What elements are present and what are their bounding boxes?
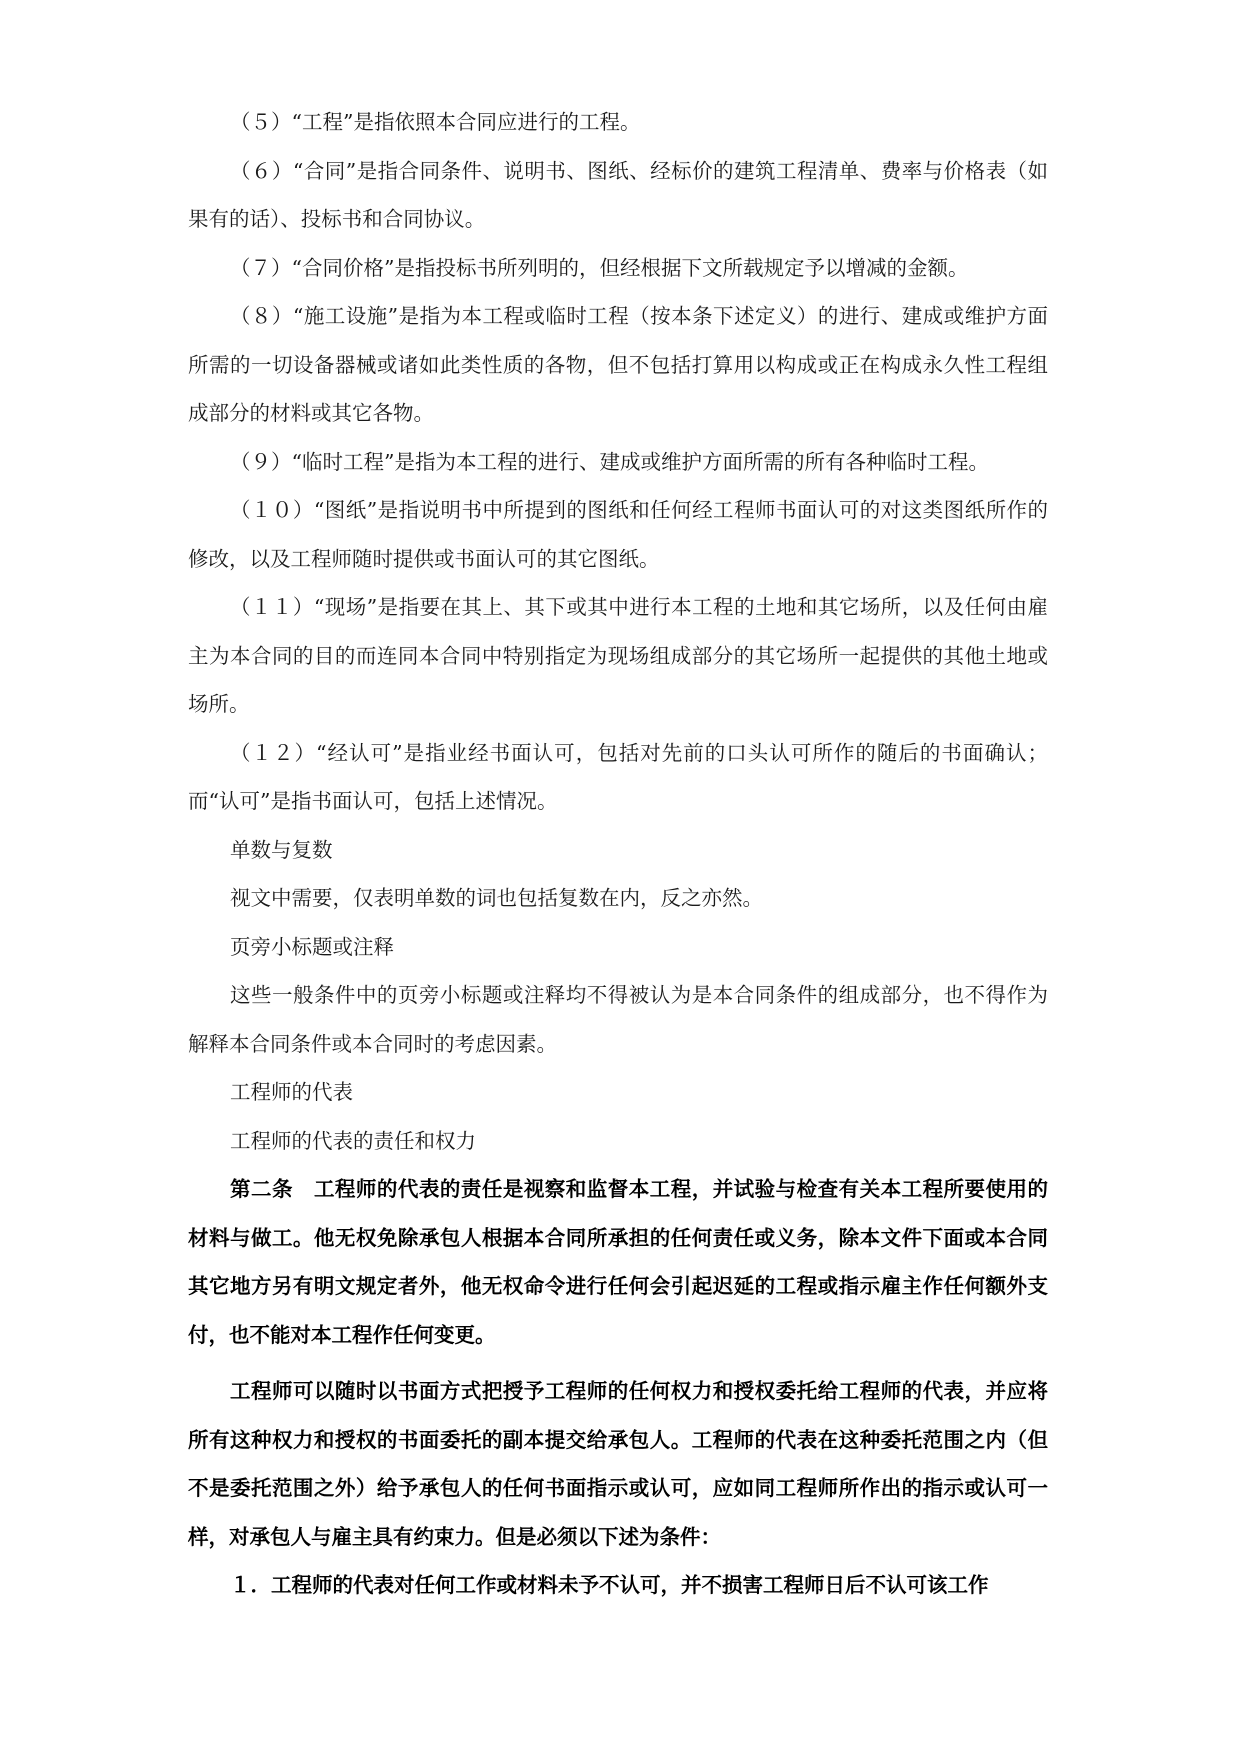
condition-1-text: １．工程师的代表对任何工作或材料未予不认可，并不损害工程师日后不认可该工作	[230, 1573, 989, 1597]
heading-engineers-representative: 工程师的代表	[230, 1080, 353, 1104]
clause-8-constructional-plant: （８）“施工设施”是指为本工程或临时工程（按本条下述定义）的进行、建成或维护方面所需的一切设备器械或诸如此类性质的各物，但不包括打算用以构成或正在构成永久性工程组成部分的材料或其它各物。	[188, 304, 1048, 425]
clause-9-temporary-works: （９）“临时工程”是指为本工程的进行、建成或维护方面所需的所有各种临时工程。	[230, 449, 989, 474]
heading-marginal-notes: 页旁小标题或注释	[230, 934, 394, 959]
marginal-notes-text: 这些一般条件中的页旁小标题或注释均不得被认为是本合同条件的组成部分，也不得作为解释本合同条件或本合同时的考虑因素。	[188, 983, 1048, 1056]
clause-6-contract: （６）“合同”是指合同条件、说明书、图纸、经标价的建筑工程清单、费率与价格表（如果有的话）、投标书和合同协议。	[188, 158, 1048, 231]
clause-12-approved: （１２）“经认可”是指业经书面认可，包括对先前的口头认可所作的随后的书面确认；而“认可”是指书面认可，包括上述情况。	[188, 740, 1048, 813]
delegation-paragraph: 工程师可以随时以书面方式把授予工程师的任何权力和授权委托给工程师的代表，并应将所有这种权力和授权的书面委托的副本提交给承包人。工程师的代表在这种委托范围之内（但不是委托范围之外）给予承包人的任何书面指示或认可，应如同工程师所作出的指示或认可一样，对承包人与雇主具有约束力。但是必须以下述为条件：	[188, 1379, 1048, 1549]
document-body	[188, 98, 1048, 1610]
article-2-text: 第二条 工程师的代表的责任是视察和监督本工程，并试验与检查有关本工程所要使用的材料与做工。他无权免除承包人根据本合同所承担的任何责任或义务，除本文件下面或本合同其它地方另有明文规定者外，他无权命令进行任何会引起迟延的工程或指示雇主作任何额外支付，也不能对本工程作任何变更。	[188, 1177, 1048, 1347]
clause-5-works: （５）“工程”是指依照本合同应进行的工程。	[230, 110, 641, 134]
singular-plural-text: 视文中需要，仅表明单数的词也包括复数在内，反之亦然。	[230, 886, 763, 910]
heading-singular-plural: 单数与复数	[230, 837, 333, 862]
clause-10-drawings: （１０）“图纸”是指说明书中所提到的图纸和任何经工程师书面认可的对这类图纸所作的修改，以及工程师随时提供或书面认可的其它图纸。	[188, 498, 1048, 571]
clause-11-site: （１１）“现场”是指要在其上、其下或其中进行本工程的土地和其它场所，以及任何由雇主为本合同的目的而连同本合同中特别指定为现场组成部分的其它场所一起提供的其他土地或场所。	[188, 595, 1048, 716]
heading-duties-and-powers: 工程师的代表的责任和权力	[230, 1128, 476, 1153]
clause-7-contract-price: （７）“合同价格”是指投标书所列明的，但经根据下文所载规定予以增减的金额。	[230, 255, 969, 280]
